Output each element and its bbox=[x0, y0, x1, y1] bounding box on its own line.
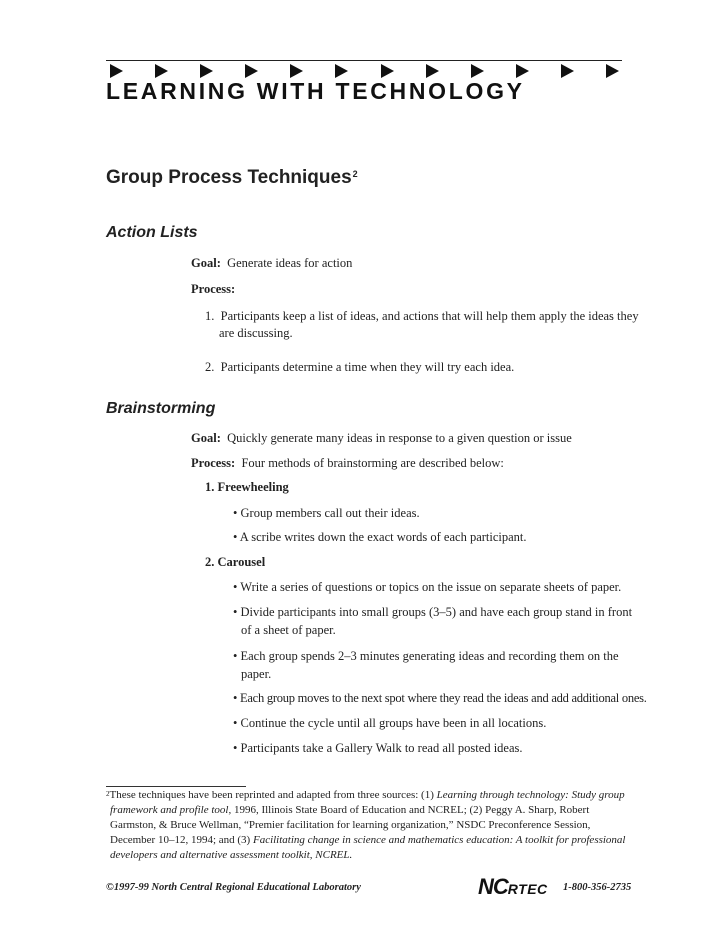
footnote-line bbox=[106, 788, 626, 803]
footer-copyright: ©1997-99 North Central Regional Educational Laboratory bbox=[106, 882, 361, 893]
step-text: Participants keep a list of ideas, and actions that will help them apply the ideas they bbox=[220, 309, 639, 323]
bullet-item: • Each group moves to the next spot where they read the ideas and add additional ones. bbox=[233, 691, 647, 705]
right-triangle-arrow-icon bbox=[110, 64, 123, 78]
logo-rtec: RTEC bbox=[507, 881, 548, 897]
bullet-item: • Divide participants into small groups (3–5) and have each group stand in front bbox=[233, 605, 633, 619]
right-triangle-arrow-icon bbox=[606, 64, 619, 78]
step-text: Participants determine a time when they will try each idea. bbox=[220, 360, 515, 374]
goal-text: Quickly generate many ideas in response to a given question or issue bbox=[227, 431, 572, 445]
footnote-line bbox=[106, 803, 626, 818]
bullet-item: • Write a series of questions or topics on the issue on separate sheets of paper. bbox=[233, 580, 622, 594]
right-triangle-arrow-icon bbox=[155, 64, 168, 78]
page-title bbox=[106, 167, 358, 189]
footnote-text: These techniques have been reprinted and adapted from three sources: (1) bbox=[109, 789, 437, 801]
footnote-citation: framework and profile tool, bbox=[110, 804, 232, 816]
action-lists-goal bbox=[191, 256, 352, 271]
footnote-citation: Learning through technology: Study group bbox=[436, 789, 625, 801]
right-triangle-arrow-icon bbox=[516, 64, 529, 78]
right-triangle-arrow-icon bbox=[381, 64, 394, 78]
method-carousel: 2. Carousel bbox=[205, 555, 266, 569]
goal-label: Goal: bbox=[191, 431, 221, 445]
goal-label: Goal: bbox=[191, 256, 221, 270]
footnote-line: Garmston, & Bruce Wellman, “Premier facilitation for learning organization,” NSDC Preconference Session, bbox=[110, 819, 591, 831]
footnote-rule bbox=[106, 786, 246, 787]
bullet-item: • Group members call out their ideas. bbox=[233, 506, 420, 520]
step-number: 2. bbox=[205, 360, 215, 374]
title-footnote-mark: 2 bbox=[352, 169, 358, 179]
right-triangle-arrow-icon bbox=[245, 64, 258, 78]
method-freewheeling: 1. Freewheeling bbox=[205, 480, 289, 494]
right-triangle-arrow-icon bbox=[561, 64, 574, 78]
banner-top-rule bbox=[106, 60, 622, 61]
footnote-line bbox=[106, 833, 626, 848]
section-heading-brainstorming: Brainstorming bbox=[106, 400, 216, 417]
footnote bbox=[106, 788, 626, 863]
action-lists-step-1 bbox=[205, 309, 639, 324]
logo-nc: NC bbox=[478, 874, 508, 899]
footnote-mark: 2 bbox=[106, 790, 110, 798]
right-triangle-arrow-icon bbox=[290, 64, 303, 78]
right-triangle-arrow-icon bbox=[471, 64, 484, 78]
right-triangle-arrow-icon bbox=[200, 64, 213, 78]
action-lists-step-2 bbox=[205, 360, 514, 375]
bullet-item: • A scribe writes down the exact words of each participant. bbox=[233, 530, 527, 544]
section-heading-action-lists: Action Lists bbox=[106, 224, 198, 241]
right-triangle-arrow-icon bbox=[426, 64, 439, 78]
action-lists-step-1-cont: are discussing. bbox=[219, 326, 293, 340]
step-number: 1. bbox=[205, 309, 215, 323]
footnote-text: December 10–12, 1994; and (3) bbox=[110, 834, 253, 846]
bullet-item-cont: of a sheet of paper. bbox=[241, 623, 336, 637]
footer-phone: 1-800-356-2735 bbox=[563, 882, 632, 893]
bullet-item: • Each group spends 2–3 minutes generating ideas and recording them on the bbox=[233, 649, 619, 663]
action-lists-process-label: Process: bbox=[191, 282, 236, 296]
brainstorming-process bbox=[191, 456, 504, 471]
process-label: Process: bbox=[191, 456, 236, 470]
bullet-item: • Continue the cycle until all groups have been in all locations. bbox=[233, 716, 547, 730]
goal-text: Generate ideas for action bbox=[227, 256, 353, 270]
footnote-line bbox=[106, 848, 626, 863]
banner-arrow-row bbox=[106, 63, 622, 79]
page-title-text: Group Process Techniques bbox=[106, 167, 352, 188]
process-text: Four methods of brainstorming are described below: bbox=[241, 456, 504, 470]
ncrtec-logo bbox=[478, 874, 548, 900]
brainstorming-goal bbox=[191, 431, 572, 446]
bullet-item: • Participants take a Gallery Walk to read all posted ideas. bbox=[233, 741, 523, 755]
footnote-citation: developers and alternative assessment toolkit, NCREL. bbox=[110, 849, 353, 861]
banner-title: LEARNING WITH TECHNOLOGY bbox=[106, 78, 525, 104]
right-triangle-arrow-icon bbox=[335, 64, 348, 78]
bullet-item-cont: paper. bbox=[241, 667, 272, 681]
banner-header bbox=[106, 60, 622, 103]
footnote-citation: Facilitating change in science and mathematics education: A toolkit for professional bbox=[252, 834, 626, 846]
footnote-text: 1996, Illinois State Board of Education and NCREL; (2) Peggy A. Sharp, Robert bbox=[231, 804, 590, 816]
